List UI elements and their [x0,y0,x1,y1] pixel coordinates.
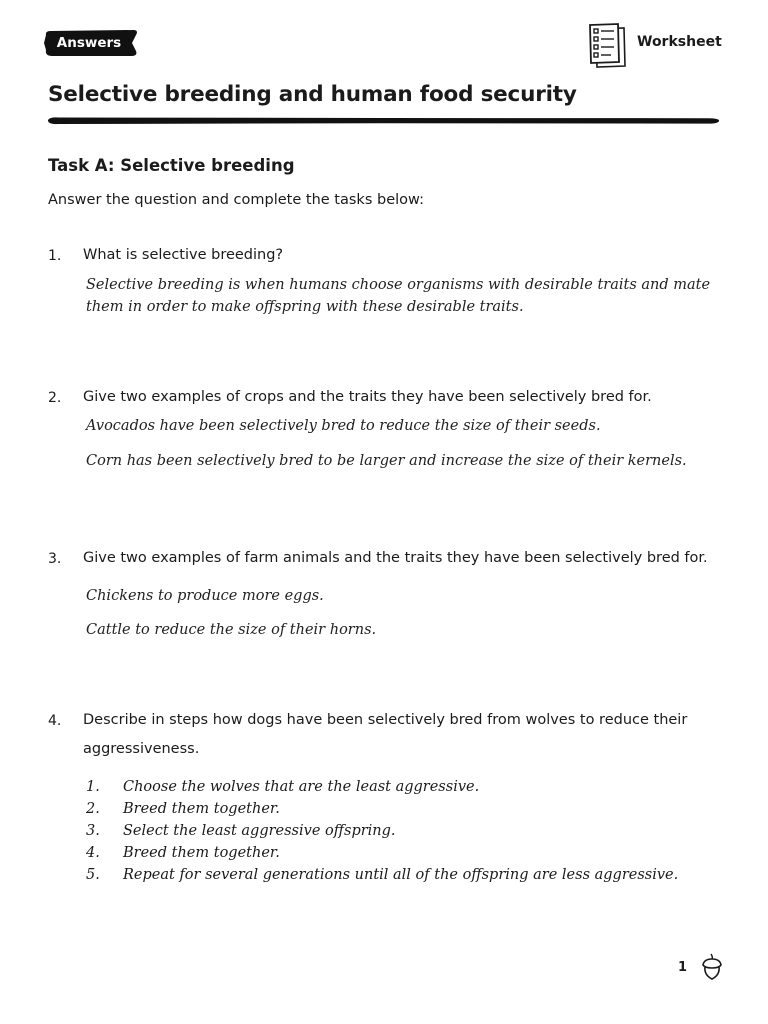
task-heading: Task A: Selective breeding [48,156,295,175]
answer-line: Selective breeding is when humans choose organisms with desirable traits and mate [86,277,711,293]
page-title: Selective breeding and human food security [48,82,577,107]
acorn-logo-icon [700,953,724,981]
question-text: Describe in steps how dogs have been selectively bred from wolves to reduce their [83,712,688,728]
answers-badge [43,29,139,57]
page-number: 1 [678,960,688,975]
step-number: 3. [86,823,100,839]
question-text: Give two examples of farm animals and the traits they have been selectively bred for. [83,550,708,566]
step-text: Select the least aggressive offspring. [123,823,396,839]
question-number: 3. [48,551,62,567]
answer-line: Corn has been selectively bred to be larger and increase the size of their kernels. [86,453,687,469]
answer-line: Avocados have been selectively bred to reduce the size of their seeds. [86,418,601,434]
step-number: 2. [86,801,100,817]
question-text: Give two examples of crops and the traits they have been selectively bred for. [83,389,652,405]
list-item [86,842,678,864]
answer-line: Chickens to produce more eggs. [86,588,324,604]
step-number: 4. [86,845,100,861]
step-text: Repeat for several generations until all of the offspring are less aggressive. [123,867,679,883]
answer-steps-list [86,776,678,886]
answers-badge-label: Answers [56,35,122,51]
question-number: 1. [48,248,62,264]
title-underline-divider [46,115,722,127]
instructions-text: Answer the question and complete the tasks below: [48,192,424,208]
worksheet-label: Worksheet [637,34,722,50]
answer-line: them in order to make offspring with these desirable traits. [86,299,524,315]
step-number: 5. [86,867,100,883]
list-item [86,798,678,820]
list-item [86,864,678,886]
list-item [86,776,678,798]
question-number: 4. [48,713,62,729]
list-item [86,820,678,842]
step-text: Choose the wolves that are the least aggressive. [123,779,480,795]
step-number: 1. [86,779,100,795]
question-text: What is selective breeding? [83,247,284,263]
question-number: 2. [48,390,62,406]
answer-line: Cattle to reduce the size of their horns. [86,622,377,638]
step-text: Breed them together. [123,801,280,817]
question-text-continued: aggressiveness. [83,741,200,757]
worksheet-icon [587,23,629,69]
step-text: Breed them together. [123,845,280,861]
